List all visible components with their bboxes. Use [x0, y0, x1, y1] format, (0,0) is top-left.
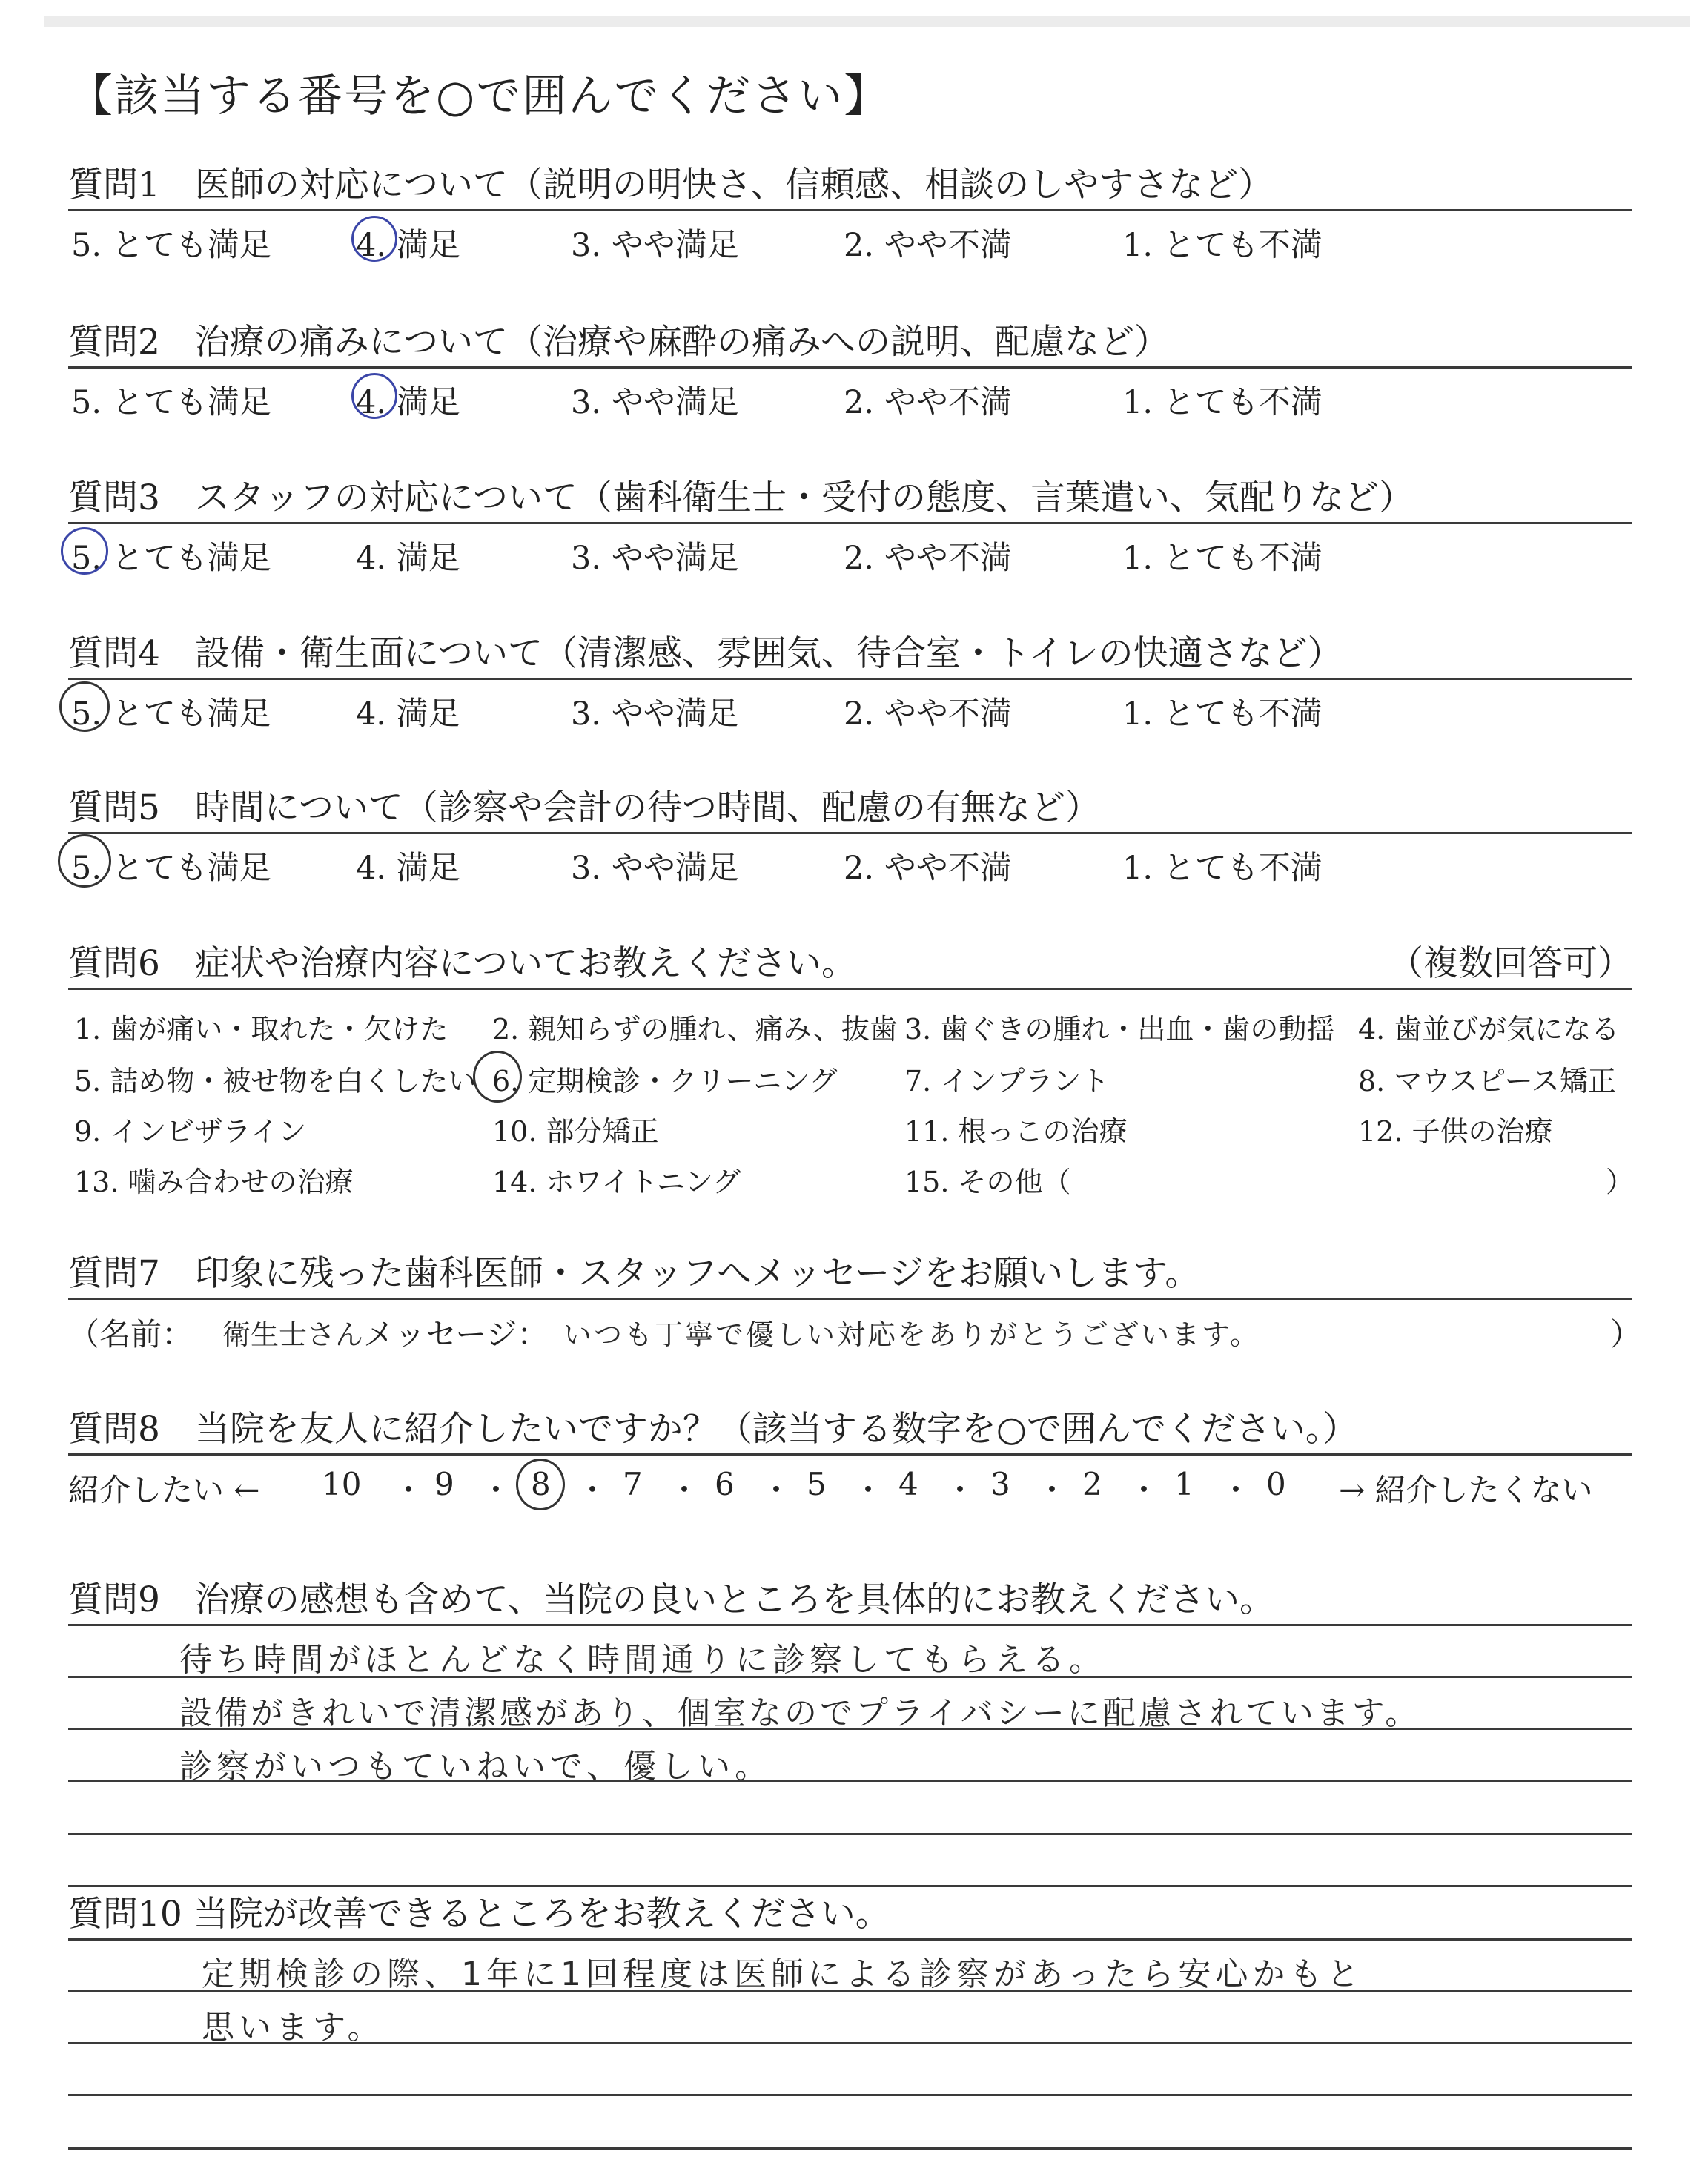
message-label: メッセージ： — [363, 1316, 549, 1353]
q6-option-10[interactable]: 10. 部分矯正 — [492, 1115, 659, 1148]
question-8-scale — [68, 1456, 1632, 1515]
question-3-title: 質問3 スタッフの対応について（歯科衛生士・受付の態度、言葉遣い、気配りなど） — [68, 478, 1414, 518]
answer-line — [68, 1833, 1632, 1835]
selection-circle — [516, 1459, 565, 1510]
close-paren: ） — [1610, 1316, 1642, 1353]
option-5[interactable]: 5. とても満足 — [71, 227, 271, 264]
scale-dot: ・ — [761, 1472, 792, 1508]
option-2[interactable]: 2. やや不満 — [844, 850, 1012, 887]
option-1[interactable]: 1. とても不満 — [1122, 540, 1323, 577]
scale-3[interactable]: 3 — [990, 1466, 1010, 1502]
message-value[interactable]: いつも丁寧で優しい対応をありがとうございます。 — [563, 1318, 1260, 1351]
scale-dot: ・ — [393, 1472, 425, 1508]
q6-option-2[interactable]: 2. 親知らずの腫れ、痛み、抜歯 — [492, 1013, 898, 1046]
q6-option-6[interactable]: 6. 定期検診・クリーニング — [492, 1065, 838, 1097]
multiple-answers-note: （複数回答可） — [1388, 943, 1632, 984]
name-value[interactable]: 衛生士さん — [222, 1318, 364, 1351]
question-6-title: 質問6 症状や治療内容についてお教えください。 — [68, 943, 856, 984]
option-1[interactable]: 1. とても不満 — [1122, 696, 1323, 733]
option-4[interactable]: 4. 満足 — [356, 384, 460, 421]
option-3[interactable]: 3. やや満足 — [571, 696, 739, 733]
question-10-title: 質問10 当院が改善できるところをお教えください。 — [68, 1894, 890, 1935]
option-1[interactable]: 1. とても不満 — [1122, 384, 1323, 421]
option-3[interactable]: 3. やや満足 — [571, 540, 739, 577]
selection-circle — [351, 373, 397, 419]
option-2[interactable]: 2. やや不満 — [844, 227, 1012, 264]
option-5[interactable]: 5. とても満足 — [71, 850, 271, 887]
option-3[interactable]: 3. やや満足 — [571, 850, 739, 887]
q6-option-8[interactable]: 8. マウスピース矯正 — [1358, 1065, 1616, 1097]
option-2[interactable]: 2. やや不満 — [844, 696, 1012, 733]
scale-right-label: → 紹介したくない — [1339, 1472, 1593, 1508]
scale-2[interactable]: 2 — [1082, 1466, 1102, 1502]
scale-0[interactable]: 0 — [1266, 1466, 1286, 1502]
option-1[interactable]: 1. とても不満 — [1122, 850, 1323, 887]
q6-option-12[interactable]: 12. 子供の治療 — [1358, 1115, 1553, 1148]
scale-dot: ・ — [1220, 1472, 1252, 1508]
q6-option-1[interactable]: 1. 歯が痛い・取れた・欠けた — [74, 1013, 448, 1046]
scale-dot: ・ — [1036, 1472, 1068, 1508]
scale-1[interactable]: 1 — [1174, 1466, 1194, 1502]
scale-7[interactable]: 7 — [623, 1466, 643, 1502]
question-9-answer-area[interactable] — [68, 1624, 1632, 1891]
scale-9[interactable]: 9 — [434, 1466, 454, 1502]
scale-dot: ・ — [480, 1472, 512, 1508]
option-2[interactable]: 2. やや不満 — [844, 384, 1012, 421]
question-9 — [68, 1572, 1632, 1891]
answer-line — [68, 1624, 1632, 1626]
handwritten-answer-line-2: 思います。 — [202, 2009, 385, 2047]
question-5 — [68, 780, 1632, 887]
scale-dot: ・ — [1128, 1472, 1160, 1508]
question-1 — [68, 157, 1632, 264]
scale-4[interactable]: 4 — [898, 1466, 918, 1502]
scan-top-edge — [44, 16, 1690, 27]
question-2-options — [68, 369, 1632, 421]
question-2 — [68, 314, 1632, 421]
question-10-answer-area[interactable] — [68, 1938, 1632, 2183]
question-7-answer — [68, 1300, 1642, 1359]
q6-option-15[interactable]: 15. その他（ — [904, 1166, 1071, 1198]
option-1[interactable]: 1. とても不満 — [1122, 227, 1323, 264]
question-7-title: 質問7 印象に残った歯科医師・スタッフへメッセージをお願いします。 — [68, 1253, 1200, 1294]
option-5[interactable]: 5. とても満足 — [71, 540, 271, 577]
question-1-title: 質問1 医師の対応について（説明の明快さ、信頼感、相談のしやすさなど） — [68, 165, 1274, 205]
handwritten-answer-line-2: 設備がきれいで清潔感があり、個室なのでプライバシーに配慮されています。 — [179, 1694, 1421, 1732]
handwritten-answer-line-1: 待ち時間がほとんどなく時間通りに診察してもらえる。 — [179, 1641, 1106, 1679]
q6-option-11[interactable]: 11. 根っこの治療 — [904, 1115, 1128, 1148]
selection-circle — [58, 834, 111, 888]
selection-circle — [61, 527, 108, 575]
option-5[interactable]: 5. とても満足 — [71, 384, 271, 421]
scale-6[interactable]: 6 — [715, 1466, 735, 1502]
selection-circle — [351, 216, 397, 262]
q6-option-9[interactable]: 9. インビザライン — [74, 1115, 307, 1148]
selection-circle — [473, 1051, 522, 1103]
option-4[interactable]: 4. 満足 — [356, 227, 460, 264]
question-6 — [68, 936, 1635, 1205]
option-5[interactable]: 5. とても満足 — [71, 696, 271, 733]
q6-option-14[interactable]: 14. ホワイトニング — [492, 1166, 741, 1198]
handwritten-answer-line-3: 診察がいつもていねいで、優しい。 — [179, 1748, 772, 1786]
answer-line — [68, 2094, 1632, 2096]
question-5-options — [68, 834, 1632, 887]
scale-dot: ・ — [577, 1472, 609, 1508]
q6-option-5[interactable]: 5. 詰め物・被せ物を白くしたい — [74, 1065, 477, 1097]
question-3 — [68, 470, 1632, 577]
question-4 — [68, 626, 1632, 733]
option-3[interactable]: 3. やや満足 — [571, 227, 739, 264]
option-4[interactable]: 4. 満足 — [356, 540, 460, 577]
handwritten-answer-line-1: 定期検診の際、1年に1回程度は医師による診察があったら安心かもと — [202, 1955, 1364, 1993]
scale-dot: ・ — [853, 1472, 884, 1508]
answer-line — [68, 1938, 1632, 1941]
question-6-options — [68, 990, 1635, 1205]
answer-line — [68, 2147, 1632, 2150]
q6-option-4[interactable]: 4. 歯並びが気になる — [1358, 1013, 1620, 1046]
option-4[interactable]: 4. 満足 — [356, 696, 460, 733]
option-4[interactable]: 4. 満足 — [356, 850, 460, 887]
q6-option-7[interactable]: 7. インプラント — [904, 1065, 1110, 1097]
option-3[interactable]: 3. やや満足 — [571, 384, 739, 421]
question-6-title-row — [68, 936, 1632, 988]
q6-option-15-close: ） — [1606, 1166, 1635, 1198]
question-9-title: 質問9 治療の感想も含めて、当院の良いところを具体的にお教えください。 — [68, 1579, 1274, 1620]
q6-option-13[interactable]: 13. 噛み合わせの治療 — [74, 1166, 354, 1198]
scale-left-label: 紹介したい ← — [68, 1472, 260, 1508]
q6-option-3[interactable]: 3. 歯ぐきの腫れ・出血・歯の動揺 — [904, 1013, 1335, 1046]
question-4-options — [68, 680, 1632, 733]
question-5-title: 質問5 時間について（診察や会計の待つ時間、配慮の有無など） — [68, 787, 1100, 828]
scale-dot: ・ — [669, 1472, 701, 1508]
question-2-title: 質問2 治療の痛みについて（治療や麻酔の痛みへの説明、配慮など） — [68, 322, 1170, 363]
question-4-title: 質問4 設備・衛生面について（清潔感、雰囲気、待合室・トイレの快適さなど） — [68, 633, 1343, 674]
question-8-title: 質問8 当院を友人に紹介したいですか？（該当する数字を○で囲んでください。） — [68, 1409, 1358, 1450]
scale-5[interactable]: 5 — [807, 1466, 827, 1502]
question-10 — [68, 1886, 1632, 2183]
form-header: 【該当する番号を○で囲んでください】 — [68, 70, 890, 122]
scale-dot: ・ — [944, 1472, 976, 1508]
scale-10[interactable]: 10 — [322, 1466, 362, 1502]
name-label: （名前： — [68, 1316, 193, 1353]
question-8 — [68, 1401, 1632, 1515]
option-2[interactable]: 2. やや不満 — [844, 540, 1012, 577]
question-1-options — [68, 211, 1632, 264]
question-7 — [68, 1246, 1642, 1359]
selection-circle — [59, 681, 110, 732]
question-3-options — [68, 524, 1632, 577]
scale-8[interactable]: 8 — [531, 1466, 551, 1502]
